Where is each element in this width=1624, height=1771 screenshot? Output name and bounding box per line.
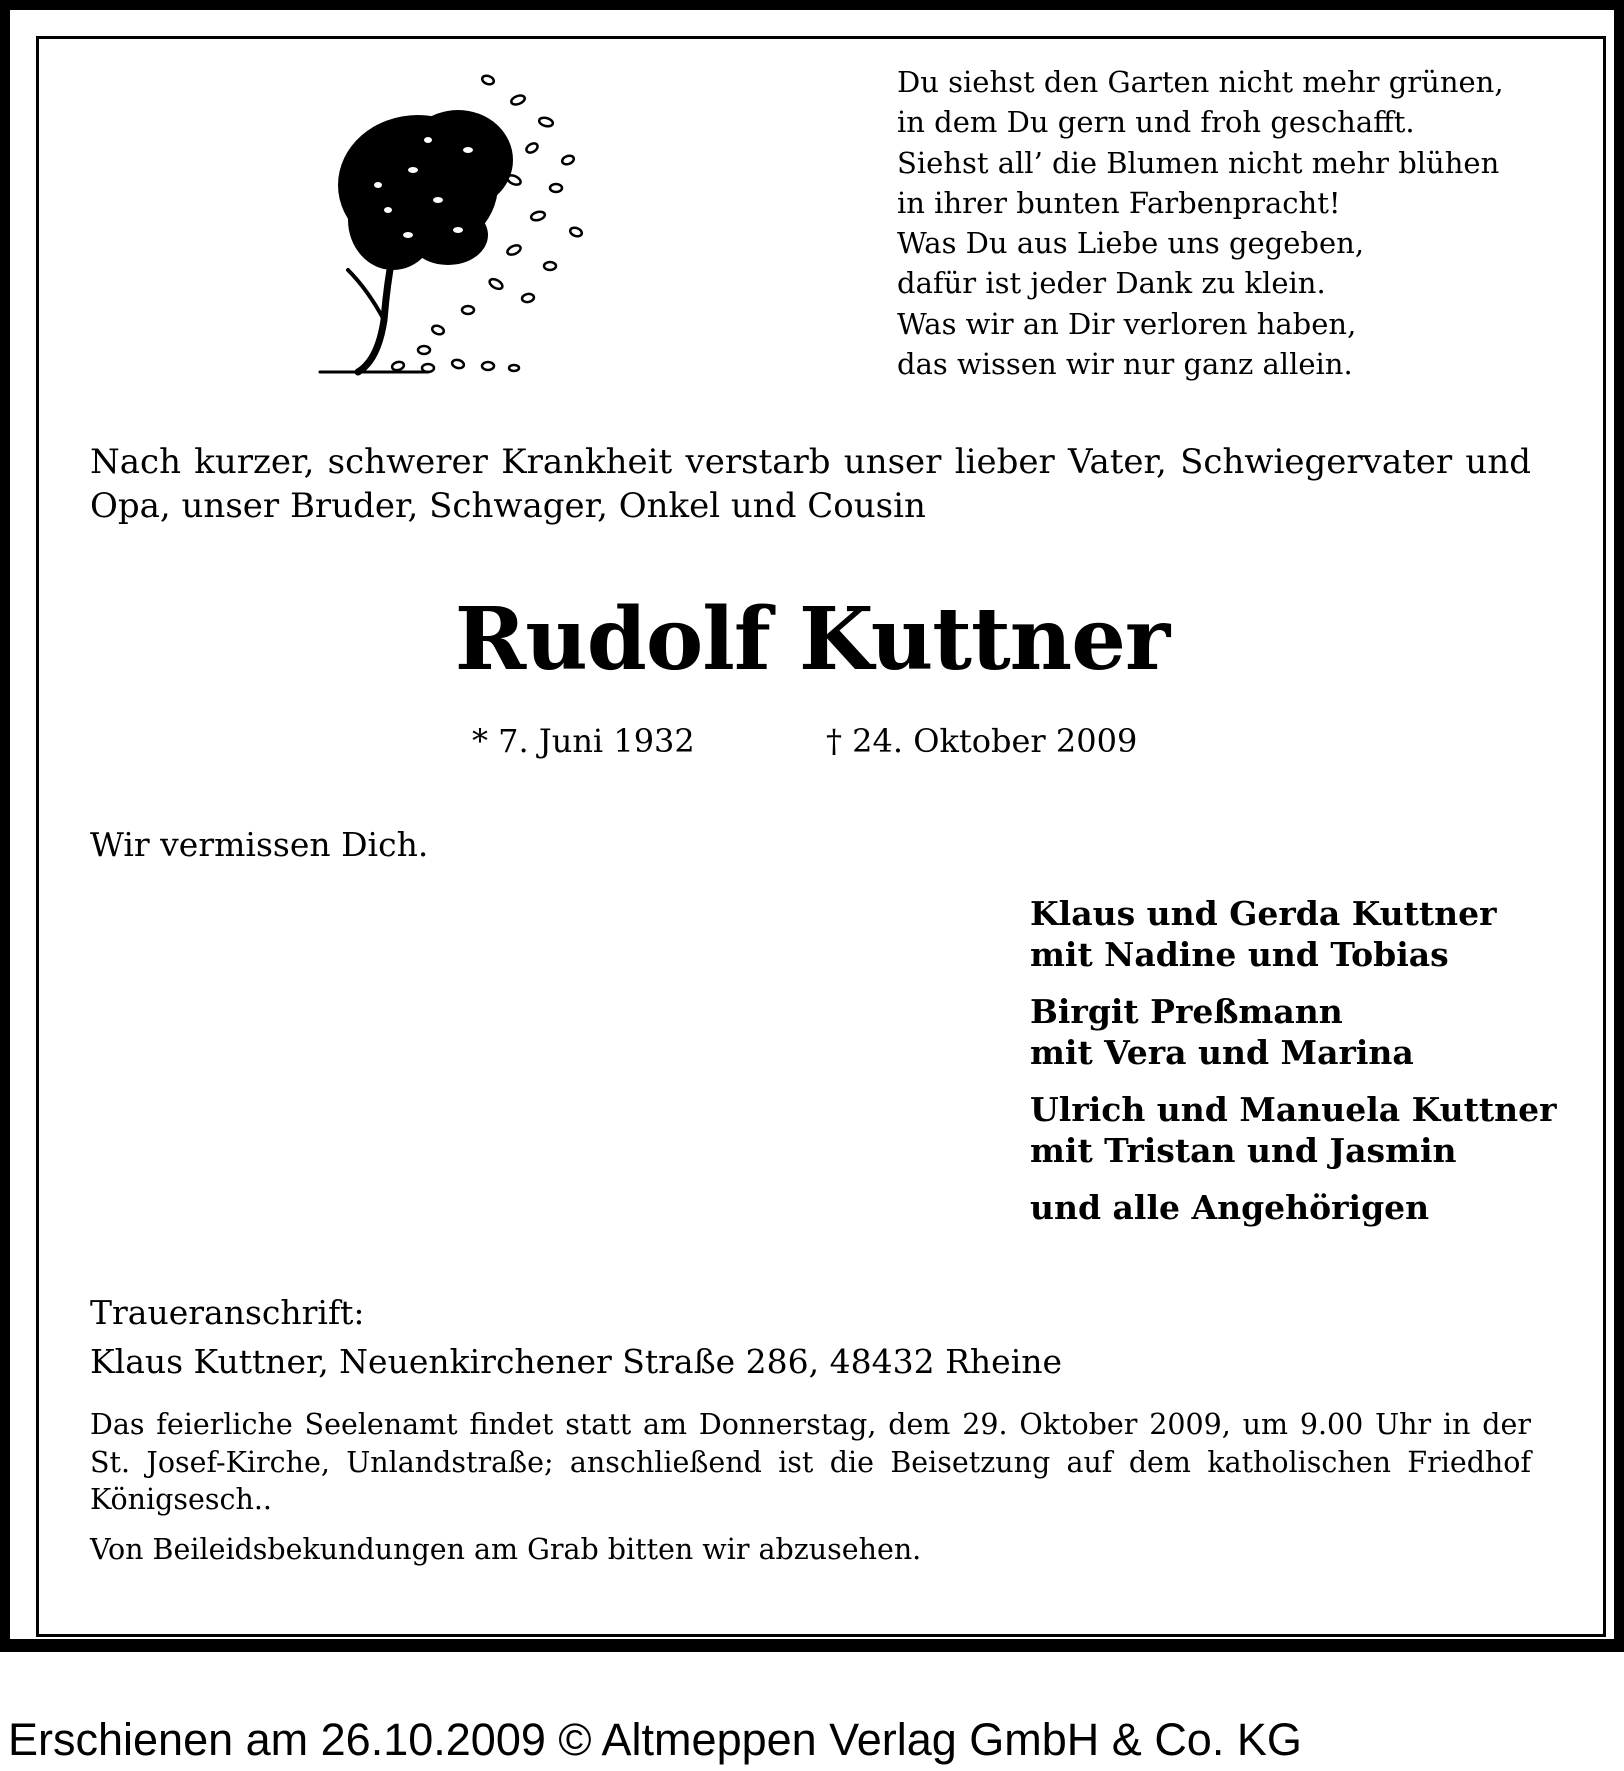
mourner-group bbox=[1030, 1089, 1570, 1171]
service-info: Das feierliche Seelenamt findet statt am Donnerstag, dem 29. Oktober 2009, um 9.00 Uhr in der St. Josef-Kirche, Unlandstraße; anschließend ist die Beisetzung auf dem katholischen Friedhof Königsesch.. bbox=[90, 1408, 1531, 1516]
poem bbox=[897, 62, 1557, 384]
poem-line: Was Du aus Liebe uns gegeben, bbox=[897, 226, 1365, 261]
windblown-tree-icon bbox=[318, 70, 618, 380]
intro-text: Nach kurzer, schwerer Krankheit verstarb unser lieber Vater, Schwiegervater und Opa, unser Bruder, Schwager, Onkel und Cousin bbox=[90, 442, 1531, 526]
poem-line: in ihrer bunten Farbenpracht! bbox=[897, 185, 1341, 220]
poem-line: das wissen wir nur ganz allein. bbox=[897, 347, 1353, 382]
address-value: Klaus Kuttner, Neuenkirchener Straße 286, 48432 Rheine bbox=[90, 1342, 1063, 1381]
mourner-line: mit Vera und Marina bbox=[1030, 1033, 1414, 1072]
address-label: Traueranschrift: bbox=[90, 1293, 365, 1332]
mourner-group bbox=[1030, 893, 1570, 975]
mourner-line: Klaus und Gerda Kuttner bbox=[1030, 894, 1497, 933]
death-date: † 24. Oktober 2009 bbox=[826, 722, 1138, 760]
poem-line: Was wir an Dir verloren haben, bbox=[897, 306, 1357, 341]
mourner-line: Ulrich und Manuela Kuttner bbox=[1030, 1090, 1557, 1129]
condolences-note: Von Beileidsbekundungen am Grab bitten wir abzusehen. bbox=[90, 1533, 922, 1566]
poem-line: dafür ist jeder Dank zu klein. bbox=[897, 266, 1326, 301]
poem-line: Siehst all’ die Blumen nicht mehr blühen bbox=[897, 145, 1500, 180]
publication-footer: Erschienen am 26.10.2009 © Altmeppen Verlag GmbH & Co. KG bbox=[8, 1714, 1302, 1765]
mourner-line: Birgit Preßmann bbox=[1030, 992, 1343, 1031]
closing-line: Wir vermissen Dich. bbox=[90, 825, 429, 864]
poem-line: in dem Du gern und froh geschafft. bbox=[897, 105, 1415, 140]
poem-line: Du siehst den Garten nicht mehr grünen, bbox=[897, 65, 1504, 99]
mourners-list bbox=[1030, 893, 1570, 1244]
mourners-all: und alle Angehörigen bbox=[1030, 1188, 1430, 1227]
mourner-line: mit Nadine und Tobias bbox=[1030, 935, 1449, 974]
deceased-name: Rudolf Kuttner bbox=[454, 589, 1170, 690]
birth-date: * 7. Juni 1932 bbox=[472, 722, 695, 760]
mourner-line: mit Tristan und Jasmin bbox=[1030, 1131, 1457, 1170]
mourner-group bbox=[1030, 991, 1570, 1073]
